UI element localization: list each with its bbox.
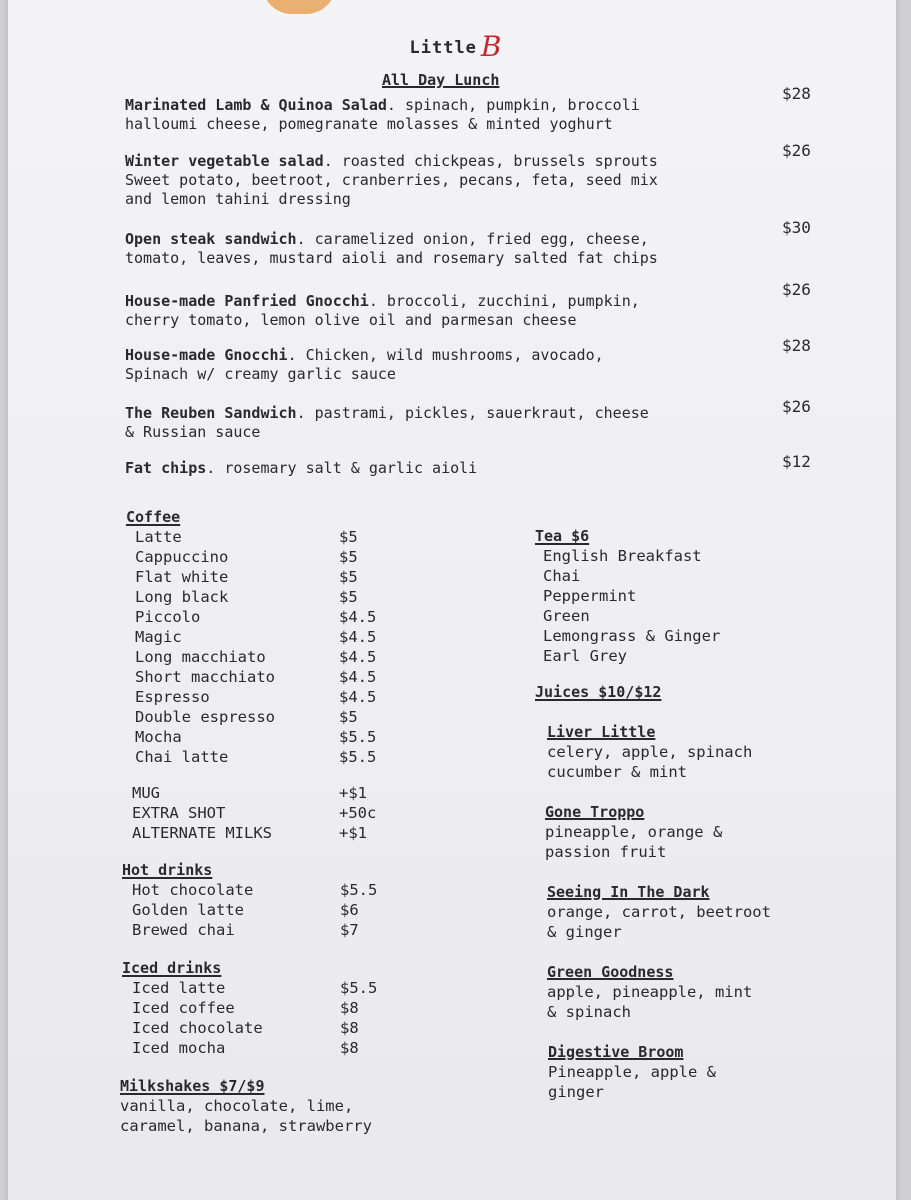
iced-drinks-section bbox=[122, 958, 422, 1058]
item-price: $5.5 bbox=[340, 881, 378, 899]
item-price: $8 bbox=[340, 1039, 359, 1057]
item-name: Double espresso bbox=[135, 708, 275, 726]
tea-item: English Breakfast bbox=[543, 547, 702, 565]
item-name: Flat white bbox=[135, 568, 229, 586]
item-name: Chai latte bbox=[135, 748, 229, 766]
item-name: Hot chocolate bbox=[132, 881, 254, 899]
extra-row bbox=[125, 803, 425, 823]
juice-desc: ginger bbox=[548, 1083, 604, 1101]
juice-item bbox=[535, 962, 855, 1022]
lunch-item-name: Winter vegetable salad bbox=[125, 152, 324, 170]
lunch-item-price: $12 bbox=[782, 452, 811, 471]
item-price: $4.5 bbox=[339, 668, 377, 686]
lunch-item-desc: Sweet potato, beetroot, cranberries, pecans, feta, seed mix bbox=[125, 171, 658, 189]
item-name: Iced coffee bbox=[132, 999, 235, 1017]
item-name: Iced chocolate bbox=[132, 1019, 263, 1037]
lunch-item bbox=[125, 292, 765, 330]
lunch-item-desc: and lemon tahini dressing bbox=[125, 190, 351, 208]
menu-row bbox=[125, 567, 425, 587]
extra-price: +$1 bbox=[339, 784, 367, 802]
menu-row bbox=[122, 1038, 422, 1058]
menu-row bbox=[125, 667, 425, 687]
item-price: $5.5 bbox=[339, 728, 377, 746]
lunch-item-name: Fat chips bbox=[125, 459, 207, 477]
menu-row bbox=[125, 527, 425, 547]
lunch-item-desc: & Russian sauce bbox=[125, 423, 261, 441]
menu-row bbox=[125, 747, 425, 767]
item-name: Golden latte bbox=[132, 901, 244, 919]
menu-header bbox=[0, 30, 911, 63]
tea-item: Peppermint bbox=[543, 587, 637, 605]
lunch-item-desc: . pastrami, pickles, sauerkraut, cheese bbox=[296, 404, 649, 422]
milkshakes-section bbox=[120, 1076, 440, 1136]
milkshakes-flavours: vanilla, chocolate, lime, bbox=[120, 1097, 354, 1115]
lunch-item-desc: cherry tomato, lemon olive oil and parmesan cheese bbox=[125, 311, 577, 329]
juice-name: Seeing In The Dark bbox=[547, 883, 710, 901]
lunch-item-desc: halloumi cheese, pomegranate molasses & minted yoghurt bbox=[125, 115, 613, 133]
coffee-heading: Coffee bbox=[126, 508, 181, 526]
lunch-item-desc: . caramelized onion, fried egg, cheese, bbox=[296, 230, 649, 248]
item-price: $4.5 bbox=[339, 628, 377, 646]
coffee-section bbox=[125, 507, 425, 843]
item-price: $5.5 bbox=[340, 979, 378, 997]
juice-item bbox=[535, 802, 855, 862]
item-name: Piccolo bbox=[135, 608, 201, 626]
item-price: $5.5 bbox=[339, 748, 377, 766]
juice-desc: apple, pineapple, mint bbox=[547, 983, 753, 1001]
juice-item bbox=[535, 1042, 855, 1102]
item-price: $5 bbox=[339, 568, 358, 586]
item-name: Latte bbox=[135, 528, 182, 546]
lunch-item bbox=[125, 459, 765, 478]
item-name: Iced latte bbox=[132, 979, 226, 997]
item-name: Long macchiato bbox=[135, 648, 266, 666]
brand-logo: B bbox=[480, 30, 502, 63]
item-name: Mocha bbox=[135, 728, 182, 746]
item-price: $5 bbox=[339, 548, 358, 566]
item-name: Cappuccino bbox=[135, 548, 229, 566]
lunch-item-name: Open steak sandwich bbox=[125, 230, 297, 248]
lunch-item-desc: . rosemary salt & garlic aioli bbox=[206, 459, 478, 477]
lunch-item-price: $26 bbox=[782, 141, 811, 160]
lunch-item-desc: . spinach, pumpkin, broccoli bbox=[386, 96, 640, 114]
lunch-item-name: House-made Panfried Gnocchi bbox=[125, 292, 369, 310]
item-name: Iced mocha bbox=[132, 1039, 226, 1057]
menu-row bbox=[125, 707, 425, 727]
hot-drinks-section bbox=[122, 860, 422, 940]
item-price: $7 bbox=[340, 921, 359, 939]
extra-name: MUG bbox=[132, 784, 160, 802]
lunch-item-name: The Reuben Sandwich bbox=[125, 404, 297, 422]
lunch-item-desc: Spinach w/ creamy garlic sauce bbox=[125, 365, 396, 383]
menu-row bbox=[125, 587, 425, 607]
milkshakes-flavours: caramel, banana, strawberry bbox=[120, 1117, 372, 1135]
juice-name: Liver Little bbox=[547, 723, 656, 741]
lunch-item-desc: . roasted chickpeas, brussels sprouts bbox=[323, 152, 658, 170]
hot-drinks-heading: Hot drinks bbox=[122, 861, 213, 879]
lunch-item-name: House-made Gnocchi bbox=[125, 346, 288, 364]
extra-price: +$1 bbox=[339, 824, 367, 842]
lunch-item bbox=[125, 96, 765, 134]
juice-item bbox=[535, 882, 855, 942]
menu-row bbox=[122, 880, 422, 900]
tea-item: Chai bbox=[543, 567, 581, 585]
extra-price: +50c bbox=[339, 804, 377, 822]
extra-name: ALTERNATE MILKS bbox=[132, 824, 272, 842]
lunch-item bbox=[125, 346, 765, 384]
tea-item: Lemongrass & Ginger bbox=[543, 627, 721, 645]
menu-row bbox=[125, 547, 425, 567]
lunch-item-price: $26 bbox=[782, 280, 811, 299]
juice-desc: pineapple, orange & bbox=[545, 823, 723, 841]
item-price: $4.5 bbox=[339, 648, 377, 666]
item-name: Short macchiato bbox=[135, 668, 275, 686]
menu-row bbox=[122, 1018, 422, 1038]
juice-item bbox=[535, 722, 855, 782]
item-price: $5 bbox=[339, 528, 358, 546]
brand-name: Little bbox=[409, 38, 477, 58]
milkshakes-heading: Milkshakes $7/$9 bbox=[120, 1077, 265, 1095]
section-title: All Day Lunch bbox=[382, 71, 500, 89]
item-price: $5 bbox=[339, 588, 358, 606]
lunch-item-price: $28 bbox=[782, 84, 811, 103]
lunch-item bbox=[125, 230, 765, 268]
tea-item: Earl Grey bbox=[543, 647, 627, 665]
item-price: $4.5 bbox=[339, 608, 377, 626]
juice-desc: Pineapple, apple & bbox=[548, 1063, 716, 1081]
lunch-item-desc: . broccoli, zucchini, pumpkin, bbox=[368, 292, 640, 310]
lunch-item-price: $28 bbox=[782, 336, 811, 355]
juice-name: Gone Troppo bbox=[545, 803, 645, 821]
item-name: Brewed chai bbox=[132, 921, 235, 939]
lunch-item-desc: tomato, leaves, mustard aioli and rosemary salted fat chips bbox=[125, 249, 658, 267]
tea-section bbox=[535, 526, 835, 666]
menu-row bbox=[125, 627, 425, 647]
item-price: $5 bbox=[339, 708, 358, 726]
juices-section bbox=[535, 682, 855, 1102]
juice-desc: cucumber & mint bbox=[547, 763, 687, 781]
menu-row bbox=[122, 900, 422, 920]
extra-row bbox=[125, 783, 425, 803]
menu-row bbox=[125, 727, 425, 747]
item-price: $4.5 bbox=[339, 688, 377, 706]
lunch-item bbox=[125, 404, 765, 442]
iced-drinks-heading: Iced drinks bbox=[122, 959, 222, 977]
menu-row bbox=[122, 920, 422, 940]
lunch-item-name: Marinated Lamb & Quinoa Salad bbox=[125, 96, 387, 114]
item-price: $6 bbox=[340, 901, 359, 919]
juice-desc: passion fruit bbox=[545, 843, 667, 861]
lunch-item-price: $30 bbox=[782, 218, 811, 237]
tea-heading: Tea $6 bbox=[535, 527, 590, 545]
tea-item: Green bbox=[543, 607, 590, 625]
menu-row bbox=[125, 647, 425, 667]
extra-row bbox=[125, 823, 425, 843]
juices-heading: Juices $10/$12 bbox=[535, 683, 662, 701]
menu-row bbox=[125, 687, 425, 707]
lunch-item-desc: . Chicken, wild mushrooms, avocado, bbox=[287, 346, 604, 364]
menu-row bbox=[122, 998, 422, 1018]
item-name: Espresso bbox=[135, 688, 210, 706]
lunch-item bbox=[125, 152, 765, 209]
item-name: Magic bbox=[135, 628, 182, 646]
menu-row bbox=[122, 978, 422, 998]
juice-desc: & ginger bbox=[547, 923, 622, 941]
item-price: $8 bbox=[340, 999, 359, 1017]
lunch-item-price: $26 bbox=[782, 397, 811, 416]
item-name: Long black bbox=[135, 588, 229, 606]
juice-desc: celery, apple, spinach bbox=[547, 743, 753, 761]
juice-name: Green Goodness bbox=[547, 963, 674, 981]
juice-desc: orange, carrot, beetroot bbox=[547, 903, 771, 921]
juice-name: Digestive Broom bbox=[548, 1043, 684, 1061]
juice-desc: & spinach bbox=[547, 1003, 631, 1021]
extra-name: EXTRA SHOT bbox=[132, 804, 226, 822]
menu-row bbox=[125, 607, 425, 627]
item-price: $8 bbox=[340, 1019, 359, 1037]
